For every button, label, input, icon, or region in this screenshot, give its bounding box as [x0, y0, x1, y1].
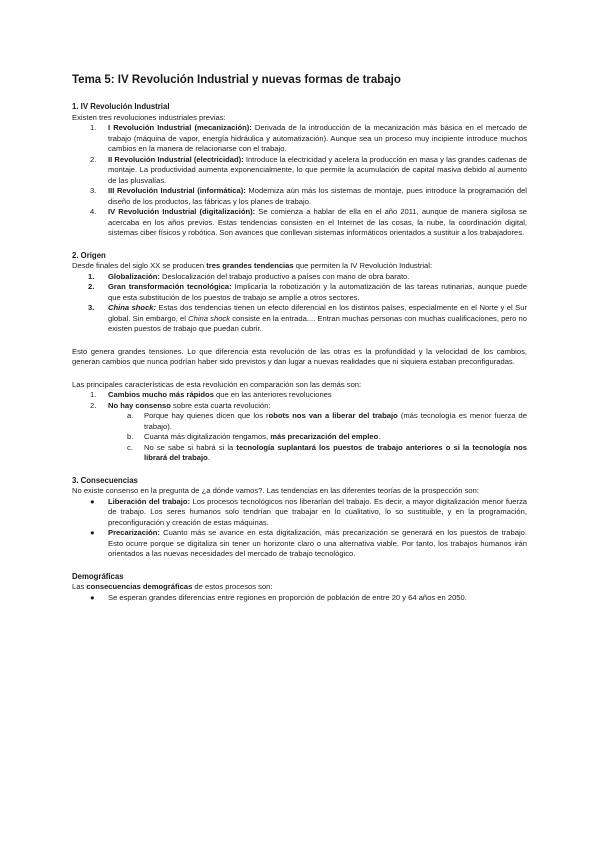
numbered-list — [72, 272, 527, 335]
section-heading: 3. Consecuencias — [72, 475, 138, 485]
paragraph: Las principales características de esta revolución en comparación son las demás son: — [72, 379, 362, 389]
bullet-icon: ● — [90, 528, 95, 537]
bullet-list — [72, 593, 527, 604]
list-item: 2. No hay consenso sobre esta cuarta revolución: — [90, 400, 271, 410]
list-item: 3. III Revolución Industrial (informática): Moderniza aún más los sistemas de montaje, pues introduce la programación del diseño de los productos, las fábricas y los planes de trabajo. — [90, 186, 527, 206]
list-item: b. Cuanta más digitalización tengamos, más precarización del empleo. — [127, 432, 381, 441]
list-item: 2. Gran transformación tecnológica: Implicaría la robotización y la automatización de las tareas rutinarias, aunque puede que esta substitución de los puestos de trabajo se amplíe a otros sectores. — [88, 282, 527, 302]
list-item: a. Porque hay quienes dicen que los robots nos van a liberar del trabajo (más tecnología es menor fuerza de trabajo). — [127, 411, 527, 431]
bullet-icon: ● — [90, 496, 95, 506]
document-page — [72, 74, 527, 603]
list-item: c. No se sabe si habrá si la tecnología suplantará los puestos de trabajo anteriores o si la tecnología nos librará del trabajo. — [127, 442, 527, 462]
paragraph: Esto genera grandes tensiones. Lo que diferencia esta revolución de las otras es la profundidad y la velocidad de los cambios, generan cambios que nunca podrían haber sido previstos y dan lugar a nuevas realidades que ni siquiera estaban preconfiguradas. — [72, 346, 527, 366]
section-heading: Demográficas — [72, 571, 124, 581]
numbered-list — [72, 390, 527, 411]
paragraph: No existe consenso en la pregunta de ¿a dónde vamos?. Las tendencias en las diferentes teorías de la prospección son: — [72, 486, 479, 495]
list-item: 1. Cambios mucho más rápidos que en las anteriores revoluciones — [90, 390, 332, 399]
bullet-list — [72, 497, 527, 560]
page-title: Tema 5: IV Revolución Industrial y nuevas formas de trabajo — [72, 74, 401, 86]
list-item: 1. Globalización: Deslocalización del trabajo productivo a países con mano de obra barato. — [88, 271, 410, 281]
paragraph: Desde finales del siglo XX se producen tres grandes tendencias que permiten la IV Revolución Industrial: — [72, 261, 433, 270]
list-item: 4. IV Revolución Industrial (digitalización): Se comienza a hablar de ella en el año 2011, aunque de manera sigilosa se acercaba en los años previos. Estas tendencias consisten en el Internet de las cosas, la nube, la coordinación digital, sistemas ciber físicos y robótica. Son avances que conllevan sistemas informáticos orientados a sustituir a los trabajadores. — [90, 207, 527, 237]
list-item: ● Liberación del trabajo: Los procesos tecnológicos nos liberarían del trabajo. Es decir, a mayor digitalización menor fuerza de trabajo. Los seres humanos solo tendrían que trabajar en lo cualitativo, lo so sustituible, y en la programación, preconfiguración y creación de estas máquinas. — [90, 496, 527, 527]
section-heading: 1. IV Revolución Industrial — [72, 102, 170, 111]
sub-list — [72, 411, 527, 464]
paragraph: Las consecuencias demográficas de estos procesos son: — [72, 582, 273, 591]
section-heading: 2. Origen — [72, 250, 106, 260]
list-item: 2. II Revolución Industrial (electricidad): Introduce la electricidad y acelera la producción en masa y las grandes cadenas de montaje. La productividad aumenta exponencialmente, lo que permite la acumulación de capital masiva debido al aumento de las plusvalías. — [90, 154, 527, 185]
numbered-list — [72, 123, 527, 239]
list-item: 3. China shock: Estas dos tendencias tienen un efecto diferencial en los distintos países, especialmente en el Norte y el Sur global. Sin embargo, el China shock consiste en la entrada.... Entran muchas personas con muchas cualificaciones, pero no existen puestos de trabajo que puedan cubrir. — [88, 303, 527, 333]
list-item: ● Precarización: Cuanto más se avance en esta digitalización, más precarización se generará en los puestos de trabajo. Esto ocurre porque se digitaliza sin tener un horizonte claro o una alternativa viable. Por tanto, los trabajos humanos irán orientados a las nuevas necesidades del mercado de trabajo tecnológico. — [90, 528, 527, 558]
list-item: ● Se esperan grandes diferencias entre regiones en proporción de población de entre 20 y 64 años en 2050. — [90, 592, 467, 602]
paragraph: Existen tres revoluciones industriales previas: — [72, 112, 226, 122]
list-item: 1. I Revolución Industrial (mecanización): Derivada de la introducción de la mecanización más básica en el mercado de trabajo (máquina de vapor, energía hidráulica y automatización). Aunque sea un proceso muy incipiente introduce muchos cambios en la manera de relacionarse con el trabajo. — [90, 123, 527, 153]
bullet-icon: ● — [90, 592, 95, 602]
